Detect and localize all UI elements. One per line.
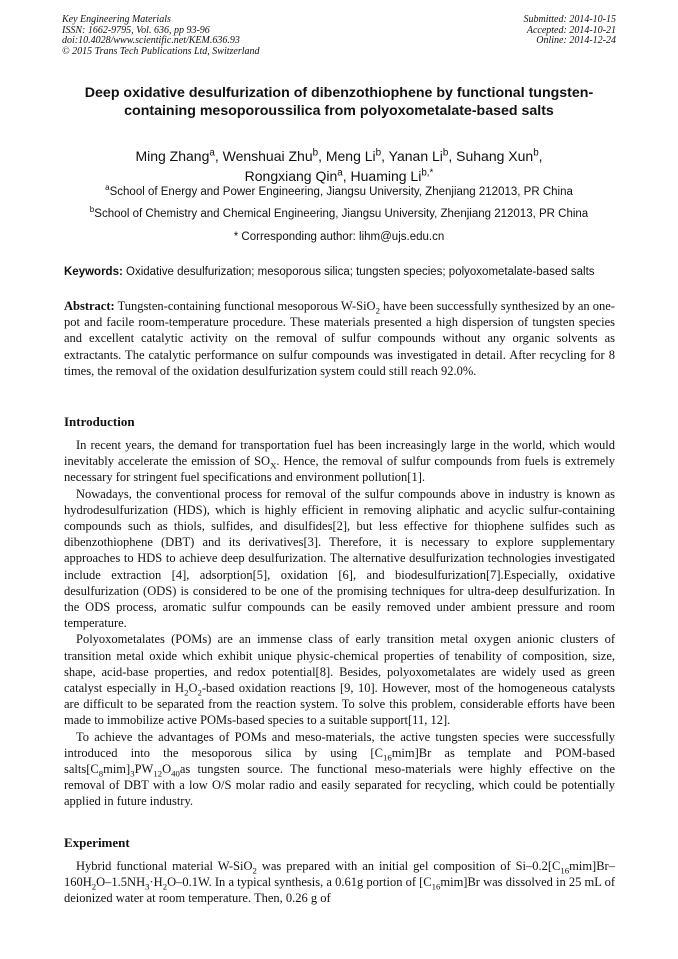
author-name: Suhang Xun (456, 148, 534, 164)
journal-header (62, 15, 260, 57)
affiliation-a (40, 183, 638, 198)
author-affiliation-mark: b (533, 147, 539, 159)
accepted-date: Accepted: 2014-10-21 (526, 24, 616, 36)
author-name: Huaming Li (350, 168, 422, 184)
text: Hybrid functional material W-SiO (76, 859, 253, 873)
journal-issn: ISSN: 1662-9795, Vol. 636, pp 93-96 (62, 24, 210, 36)
abstract-text: Tungsten-containing functional mesoporous W-SiO (117, 299, 376, 313)
author-affiliation-mark: a (337, 167, 343, 179)
subscript: 2 (91, 881, 97, 892)
text: . Hence, the removal of sulfur compounds from fuels is extremely necessary for stringent fuel specifications and environment pollution[1]. (64, 454, 615, 485)
keywords (64, 265, 615, 280)
keywords-text: Oxidative desulfurization; mesoporous silica; tungsten species; polyoxometalate-based salts (126, 266, 595, 278)
text: mim]Br was dissolved in 25 mL of deionized water at room temperature. Then, 0.26 g of (64, 875, 615, 906)
affiliation-text: School of Chemistry and Chemical Engineering, Jiangsu University, Zhenjiang 212013, PR China (94, 208, 589, 220)
subscript: 12 (153, 768, 163, 779)
text: In recent years, the demand for transportation fuel has been increasingly large in the world, which would inevitably accelerate the emission of SO (64, 438, 615, 469)
text: O (162, 762, 172, 777)
text: -based oxidation reactions [9, 10]. However, most of the homogeneous catalysts are difficult to be separated from the reaction system. To solve this problem, considerable efforts have been made to immobilize active POMs-based species to a suitable support[11, 12]. (64, 681, 615, 728)
author-affiliation-mark: b,* (421, 167, 434, 179)
author-name: Ming Zhang (135, 148, 210, 164)
section-heading-introduction: Introduction (64, 414, 135, 429)
text: as tungsten source. The functional meso-materials were highly effective on the removal of DBT with a low O/S molar radio and easily separated for recycling, which could be potentially applied in future industry. (64, 762, 615, 809)
subscript: 2 (184, 687, 189, 698)
author-affiliation-mark: b (442, 147, 449, 159)
subscript: 3 (145, 881, 150, 892)
subscript: 40 (171, 768, 180, 779)
abstract (64, 298, 615, 379)
subscript: 2 (252, 865, 257, 876)
author-name: Rongxiang Qin (244, 168, 338, 184)
paragraph: Nowadays, the conventional process for removal of the sulfur compounds above in industry is known as hydrodesulfurization (HDS), which is highly efficient in removing aliphatic and acyclic sulfur-containing compounds such as thiols, sulfides, and disulfides[2], but less effective for thiophene sulfides such as dibenzothiophene (DBT) and its derivatives[3]. Therefore, it is necessary to explore supplementary approaches to HDS to achieve deep desulfurization. The alternative desulfurization technologies investigated include extraction [4], adsorption[5], oxidation [6], and biodesulfurization[7].Especially, oxidative desulfurization (ODS) is considered to be one of the promising techniques for ultra-deep desulfurization. In the ODS process, aromatic sulfur compounds can be easily removed under ambient pressure and room temperature. (64, 486, 615, 631)
submitted-date: Submitted: 2014-10-15 (523, 14, 616, 25)
author-list: Ming Zhang$^a$, Wenshuai Zhu$^b$, Meng Li$^b$, Yanan Li$^b$, Suhang Xun$^b$, Rongxiang Qin$^a$, Huaming $Li^{b,*}$ (135, 147, 543, 184)
subscript: X (270, 460, 277, 471)
journal-doi: doi:10.4028/www.scientific.net/KEM.636.93 (62, 35, 240, 46)
journal-copyright: © 2015 Trans Tech Publications Ltd, Switzerland (62, 45, 260, 57)
text: Polyoxometalates (POMs) are an immense class of early transition metal oxygen anionic clusters of transition metal oxide which exhibit unique physic-chemical properties of tenability of composition, size, shape, acid-base properties, and redox potential[8]. Besides, polyoxometalates are widely used as green catalyst especially in H (64, 632, 615, 696)
text: O–0.1W. In a typical synthesis, a 0.61g portion of [C (167, 875, 432, 890)
text: O (188, 681, 198, 696)
affiliation-text: School of Energy and Power Engineering, Jiangsu University, Zhenjiang 212013, PR China (109, 186, 573, 198)
text: was prepared with an initial gel composition of Si–0.2[C (256, 859, 561, 873)
dates-header (524, 15, 617, 47)
text: mim]Br as template and POM-based salts[C (64, 745, 615, 777)
online-date: Online: 2014-12-24 (536, 35, 616, 46)
subscript: 8 (98, 768, 104, 779)
paper-title: Deep oxidative desulfurization of dibenzothiophene by functional tungsten-containing mesoporoussilica from polyoxometalate-based salts (84, 85, 594, 119)
experiment-body (64, 858, 615, 907)
author-affiliation-mark: a (209, 147, 215, 159)
text: ·H (149, 875, 163, 890)
paragraph (64, 858, 615, 907)
author-name: Meng Li (325, 148, 376, 164)
text: To achieve the advantages of POMs and meso-materials, the active tungsten species were successfully introduced into the mesoporous silica by using [C (64, 729, 615, 760)
author-name: Yanan Li (388, 148, 443, 164)
affiliation-b (40, 205, 638, 220)
section-heading-experiment: Experiment (64, 835, 130, 850)
text: mim]Br–160H (64, 859, 615, 890)
affiliation-mark: a (105, 183, 110, 193)
text: PW (134, 762, 154, 777)
abstract-text: have been successfully synthesized by an one-pot and facile room-temperature procedure. These materials presented a high dispersion of tungsten species and excellent catalytic activity on the removal of sulfur compounds without any organic solvents as extractants. The catalytic performance on sulfur compounds was investigated in detail. After recycling for 8 times, the removal of the oxidation desulfurization system could still reach 92.0%. (64, 299, 615, 378)
abstract-label: Abstract: (64, 299, 115, 313)
keywords-label: Keywords: (64, 266, 123, 278)
corresponding-author: * Corresponding author: lihm@ujs.edu.cn (233, 231, 445, 243)
author-name: Wenshuai Zhu (222, 148, 313, 164)
author-affiliation-mark: b (312, 147, 319, 159)
subscript: 16 (560, 865, 570, 876)
text: mim] (103, 762, 131, 777)
journal-name: Key Engineering Materials (62, 14, 171, 25)
text: O–1.5NH (96, 875, 146, 890)
paragraph (64, 631, 615, 728)
subscript: 2 (197, 687, 202, 698)
subscript: 3 (130, 768, 135, 779)
introduction-body (64, 437, 615, 810)
subscript: 2 (162, 881, 168, 892)
author-affiliation-mark: b (375, 147, 382, 159)
subscript: 16 (431, 881, 441, 892)
paragraph (64, 437, 615, 486)
subscript: 2 (375, 305, 380, 316)
paragraph (64, 729, 615, 810)
subscript: 16 (382, 752, 392, 763)
affiliation-mark: b (89, 205, 95, 215)
